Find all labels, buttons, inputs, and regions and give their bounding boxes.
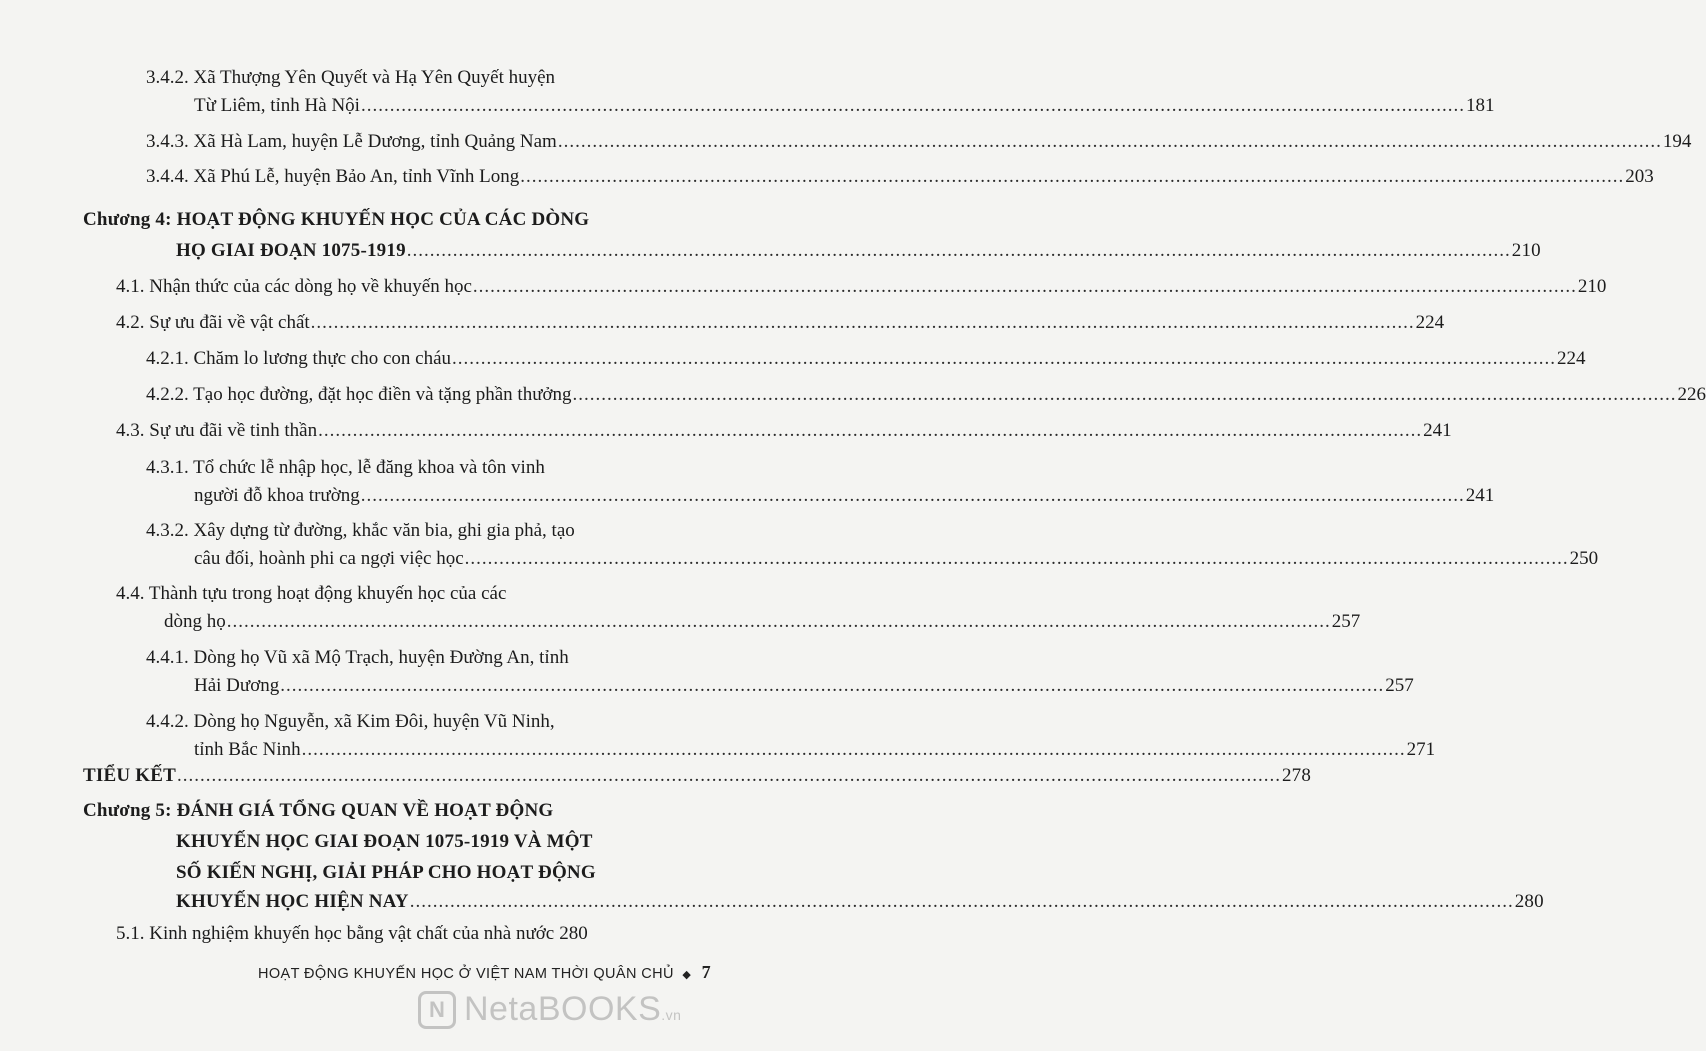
toc-section-4-4-1-line1: 4.4.1. Dòng họ Vũ xã Mộ Trạch, huyện Đường An, tỉnh bbox=[146, 647, 569, 668]
toc-chapter-5-line4: KHUYẾN HỌC HIỆN NAY ..... 280 bbox=[176, 889, 624, 915]
leader-dots bbox=[311, 310, 1415, 336]
page-number: 250 bbox=[1569, 548, 1599, 569]
page-number: 210 bbox=[1577, 276, 1607, 297]
toc-section-4-3-2-line1: 4.3.2. Xây dựng từ đường, khắc văn bia, ghi gia phả, tạo bbox=[146, 520, 575, 541]
toc-section-4-3-1-line1: 4.3.1. Tổ chức lễ nhập học, lễ đăng khoa và tôn vinh bbox=[146, 457, 545, 478]
toc-section-4-1: 4.1. Nhận thức của các dòng họ về khuyến học ..... 210 bbox=[116, 274, 624, 300]
page-number: 181 bbox=[1465, 95, 1495, 116]
page-number: 226 bbox=[1677, 384, 1706, 405]
toc-chapter-4-line1: Chương 4: HOẠT ĐỘNG KHUYẾN HỌC CỦA CÁC DÒNG bbox=[83, 209, 590, 230]
leader-dots bbox=[361, 93, 1465, 119]
toc-entry-3-4-4: 3.4.4. Xã Phú Lễ, huyện Bảo An, tỉnh Vĩnh Long ..... 203 bbox=[146, 164, 624, 190]
toc-section-4-3-1-line2: người đỗ khoa trường ..... 241 bbox=[194, 483, 624, 509]
footer-page-number: 7 bbox=[701, 962, 712, 982]
leader-dots bbox=[573, 382, 1677, 408]
toc-entry-3-4-2-line2: Từ Liêm, tỉnh Hà Nội ..... 181 bbox=[194, 93, 624, 119]
toc-chapter-5-line2: KHUYẾN HỌC GIAI ĐOẠN 1075-1919 VÀ MỘT bbox=[176, 831, 593, 852]
page-number: 210 bbox=[1511, 240, 1541, 261]
toc-section-4-4-line1: 4.4. Thành tựu trong hoạt động khuyến học của các bbox=[116, 583, 507, 604]
leader-dots bbox=[473, 274, 1577, 300]
toc-section-4-2: 4.2. Sự ưu đãi về vật chất ..... 224 bbox=[116, 310, 624, 336]
page-number: 224 bbox=[1415, 312, 1445, 333]
toc-section-4-3: 4.3. Sự ưu đãi về tinh thần ..... 241 bbox=[116, 418, 624, 444]
leader-dots bbox=[452, 346, 1556, 372]
netabooks-watermark bbox=[418, 990, 681, 1029]
leader-dots bbox=[520, 164, 1624, 190]
page-number: 241 bbox=[1465, 485, 1495, 506]
page-number: 280 bbox=[1514, 891, 1544, 912]
toc-section-4-3-2-line2: câu đối, hoành phi ca ngợi việc học ..... 250 bbox=[194, 546, 624, 572]
leader-dots bbox=[227, 609, 1331, 635]
watermark-brand: NetaBOOKS.vn bbox=[464, 990, 682, 1028]
page-number: 194 bbox=[1662, 131, 1692, 152]
page-number: 280 bbox=[559, 923, 588, 944]
toc-section-4-4-line2: dòng họ ..... 257 bbox=[164, 609, 624, 635]
toc-chapter-5-line1: Chương 5: ĐÁNH GIÁ TỔNG QUAN VỀ HOẠT ĐỘNG bbox=[83, 800, 554, 821]
page-number: 241 bbox=[1423, 420, 1452, 441]
leader-dots bbox=[280, 673, 1384, 699]
page-number: 203 bbox=[1625, 166, 1654, 187]
toc-section-4-4-2-line2: tỉnh Bắc Ninh ..... 271 bbox=[194, 737, 624, 763]
toc-summary: TIỂU KẾT ..... 278 bbox=[83, 763, 624, 789]
toc-chapter-5-line3: SỐ KIẾN NGHỊ, GIẢI PHÁP CHO HOẠT ĐỘNG bbox=[176, 862, 596, 883]
leader-dots bbox=[302, 737, 1406, 763]
page-number: 224 bbox=[1557, 348, 1586, 369]
leader-dots bbox=[407, 238, 1511, 264]
netabooks-logo-icon: N bbox=[418, 991, 456, 1029]
toc-section-4-4-1-line2: Hải Dương ..... 257 bbox=[194, 673, 624, 699]
leader-dots bbox=[361, 483, 1465, 509]
toc-entry-3-4-3: 3.4.3. Xã Hà Lam, huyện Lễ Dương, tỉnh Quảng Nam ..... 194 bbox=[146, 129, 624, 155]
running-footer bbox=[258, 962, 711, 983]
toc-section-5-1: 5.1. Kinh nghiệm khuyến học bằng vật chất của nhà nước 280 bbox=[116, 921, 588, 947]
leader-dots bbox=[177, 763, 1281, 789]
diamond-bullet-icon: ◆ bbox=[682, 969, 692, 981]
leader-dots bbox=[318, 418, 1422, 444]
toc-chapter-4-line2: HỌ GIAI ĐOẠN 1075-1919 ..... 210 bbox=[176, 238, 624, 264]
leader-dots bbox=[558, 129, 1662, 155]
toc-entry-3-4-2-line1: 3.4.2. Xã Thượng Yên Quyết và Hạ Yên Quyết huyện bbox=[146, 67, 556, 88]
leader-dots bbox=[410, 889, 1514, 915]
page-number: 257 bbox=[1331, 611, 1361, 632]
page-number: 257 bbox=[1385, 675, 1414, 696]
toc-section-4-2-2: 4.2.2. Tạo học đường, đặt học điền và tặng phần thưởng ..... 226 bbox=[146, 382, 624, 408]
page-number: 278 bbox=[1281, 765, 1312, 786]
toc-section-4-4-2-line1: 4.4.2. Dòng họ Nguyễn, xã Kim Đôi, huyện Vũ Ninh, bbox=[146, 711, 555, 732]
page-number: 271 bbox=[1406, 739, 1436, 760]
footer-title: HOẠT ĐỘNG KHUYẾN HỌC Ở VIỆT NAM THỜI QUÂN CHỦ bbox=[258, 966, 674, 982]
toc-section-4-2-1: 4.2.1. Chăm lo lương thực cho con cháu ..... 224 bbox=[146, 346, 624, 372]
leader-dots bbox=[465, 546, 1569, 572]
